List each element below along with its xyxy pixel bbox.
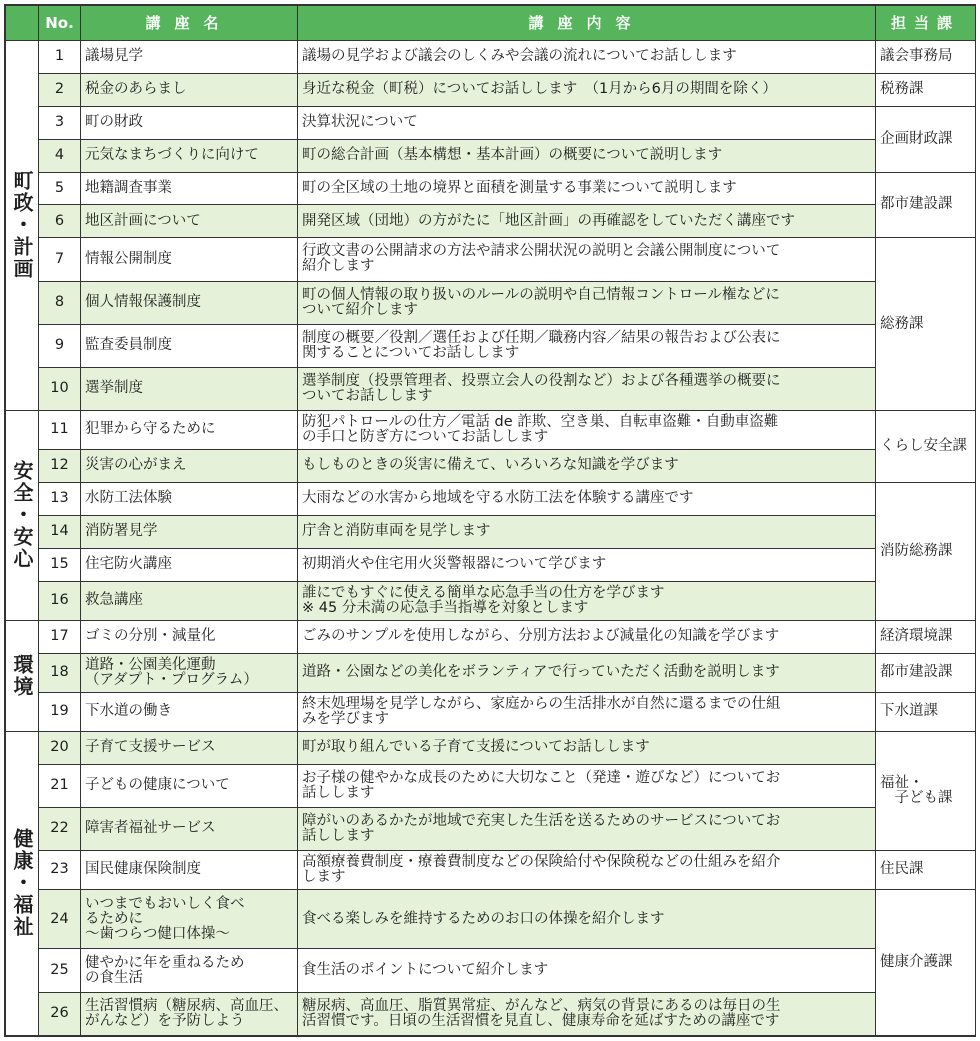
table-row <box>6 807 976 850</box>
department-header: 担当課 <box>876 6 976 41</box>
table-row <box>6 172 976 205</box>
lecture-name: 町の財政 <box>81 106 298 139</box>
department-name: 都市建設課 <box>876 653 976 692</box>
lecture-name: 住宅防火講座 <box>81 548 298 581</box>
lecture-number: 7 <box>39 238 81 281</box>
lecture-content: 選挙制度（投票管理者、投票立会人の役割など）および各種選挙の概要に ついてお話しします <box>298 367 876 410</box>
table-header-row <box>6 6 976 41</box>
table-row <box>6 139 976 172</box>
table-row <box>6 949 976 992</box>
department-name: 経済環境課 <box>876 620 976 653</box>
table-row <box>6 281 976 324</box>
lecture-number: 1 <box>39 41 81 74</box>
category-label: 環境 <box>6 620 39 731</box>
category-label: 町政・計画 <box>6 41 39 411</box>
lecture-name-header: 講座名 <box>81 6 298 41</box>
lecture-name: 子育て支援サービス <box>81 731 298 764</box>
lecture-content: 高額療養費制度・療養費制度などの保険給付や保険税などの仕組みを紹介 します <box>298 850 876 889</box>
table-row <box>6 324 976 367</box>
department-name: 企画財政課 <box>876 106 976 172</box>
table-row <box>6 238 976 281</box>
lecture-number: 4 <box>39 139 81 172</box>
lecture-content: 誰にでもすぐに使える簡単な応急手当の仕方を学びます ※ 45 分未満の応急手当指導を対象とします <box>298 581 876 620</box>
table-row <box>6 73 976 106</box>
lecture-content: 食べる楽しみを維持するためのお口の体操を紹介します <box>298 889 876 949</box>
lecture-content: 道路・公園などの美化をボランティアで行っていただく活動を説明します <box>298 653 876 692</box>
table-row <box>6 731 976 764</box>
table-row <box>6 692 976 731</box>
lecture-content: 町の全区域の土地の境界と面積を測量する事業について説明します <box>298 172 876 205</box>
lecture-number: 24 <box>39 889 81 949</box>
lecture-name: ゴミの分別・減量化 <box>81 620 298 653</box>
table-row <box>6 620 976 653</box>
department-name: 総務課 <box>876 238 976 411</box>
lecture-content: 初期消火や住宅用火災警報器について学びます <box>298 548 876 581</box>
lecture-name: 議場見学 <box>81 41 298 74</box>
lecture-name: 健やかに年を重ねるため の食生活 <box>81 949 298 992</box>
lecture-name: 子どもの健康について <box>81 764 298 807</box>
lecture-name: 消防署見学 <box>81 515 298 548</box>
lecture-content: 行政文書の公開請求の方法や請求公開状況の説明と会議公開制度について 紹介します <box>298 238 876 281</box>
lecture-number: 15 <box>39 548 81 581</box>
lecture-name: 税金のあらまし <box>81 73 298 106</box>
lecture-content: ごみのサンプルを使用しながら、分別方法および減量化の知識を学びます <box>298 620 876 653</box>
department-name: 消防総務課 <box>876 482 976 620</box>
lecture-content: 議場の見学および議会のしくみや会議の流れについてお話しします <box>298 41 876 74</box>
lecture-content: 大雨などの水害から地域を守る水防工法を体験する講座です <box>298 482 876 515</box>
table-row <box>6 653 976 692</box>
table-row <box>6 850 976 889</box>
table-row <box>6 205 976 238</box>
category-label: 安全・安心 <box>6 410 39 620</box>
lecture-content: 町の個人情報の取り扱いのルールの説明や自己情報コントロール権などに ついて紹介します <box>298 281 876 324</box>
lecture-content: 身近な税金（町税）についてお話しします （1月から6月の期間を除く） <box>298 73 876 106</box>
lecture-number: 14 <box>39 515 81 548</box>
lecture-content-header: 講座内容 <box>298 6 876 41</box>
lecture-number: 8 <box>39 281 81 324</box>
department-name: 下水道課 <box>876 692 976 731</box>
lecture-name: 元気なまちづくりに向けて <box>81 139 298 172</box>
lecture-content: 糖尿病、高血圧、脂質異常症、がんなど、病気の背景にあるのは毎日の生 活習慣です。日頃の生活習慣を見直し、健康寿命を延ばすための講座です <box>298 992 876 1035</box>
lecture-number: 12 <box>39 450 81 483</box>
table-body <box>6 41 976 1036</box>
lecture-content: 開発区域（団地）の方がたに「地区計画」の再確認をしていただく講座です <box>298 205 876 238</box>
lecture-name: 下水道の働き <box>81 692 298 731</box>
lecture-number: 13 <box>39 482 81 515</box>
table-row <box>6 106 976 139</box>
lecture-name: 災害の心がまえ <box>81 450 298 483</box>
lecture-name: 水防工法体験 <box>81 482 298 515</box>
lecture-number: 22 <box>39 807 81 850</box>
lecture-name: 選挙制度 <box>81 367 298 410</box>
lecture-name: 救急講座 <box>81 581 298 620</box>
table-row <box>6 515 976 548</box>
lecture-content: 決算状況について <box>298 106 876 139</box>
lecture-number: 10 <box>39 367 81 410</box>
lecture-content: もしものときの災害に備えて、いろいろな知識を学びます <box>298 450 876 483</box>
lecture-number: 23 <box>39 850 81 889</box>
lecture-name: 道路・公園美化運動 （アダプト・プログラム） <box>81 653 298 692</box>
lecture-number: 2 <box>39 73 81 106</box>
lecture-number: 19 <box>39 692 81 731</box>
lecture-number: 16 <box>39 581 81 620</box>
table-row <box>6 41 976 74</box>
department-name: くらし安全課 <box>876 410 976 482</box>
lecture-number: 11 <box>39 410 81 449</box>
table-row <box>6 450 976 483</box>
department-name: 議会事務局 <box>876 41 976 74</box>
lecture-number: 17 <box>39 620 81 653</box>
lecture-name: いつまでもおいしく食べ るために ～歯つらつ健口体操～ <box>81 889 298 949</box>
lecture-name: 国民健康保険制度 <box>81 850 298 889</box>
lecture-number: 20 <box>39 731 81 764</box>
department-name: 税務課 <box>876 73 976 106</box>
lecture-number: 18 <box>39 653 81 692</box>
lecture-content: お子様の健やかな成長のために大切なこと（発達・遊びなど）についてお 話しします <box>298 764 876 807</box>
lecture-number: 26 <box>39 992 81 1035</box>
department-name: 都市建設課 <box>876 172 976 238</box>
table-row <box>6 367 976 410</box>
table-row <box>6 992 976 1035</box>
department-name: 住民課 <box>876 850 976 889</box>
number-header: No. <box>39 6 81 41</box>
lecture-number: 3 <box>39 106 81 139</box>
table-row <box>6 581 976 620</box>
lecture-name: 生活習慣病（糖尿病、高血圧、 がんなど）を予防しよう <box>81 992 298 1035</box>
table-row <box>6 548 976 581</box>
lecture-name: 障害者福祉サービス <box>81 807 298 850</box>
lecture-name: 監査委員制度 <box>81 324 298 367</box>
table-row <box>6 889 976 949</box>
lecture-content: 障がいのあるかたが地域で充実した生活を送るためのサービスについてお 話しします <box>298 807 876 850</box>
table-row <box>6 482 976 515</box>
lecture-content: 食生活のポイントについて紹介します <box>298 949 876 992</box>
lecture-name: 地籍調査事業 <box>81 172 298 205</box>
table-row <box>6 410 976 449</box>
department-name: 健康介護課 <box>876 889 976 1035</box>
lecture-content: 終末処理場を見学しながら、家庭からの生活排水が自然に還るまでの仕組 みを学びます <box>298 692 876 731</box>
lecture-name: 個人情報保護制度 <box>81 281 298 324</box>
lecture-table <box>5 5 976 1036</box>
lecture-content: 町の総合計画（基本構想・基本計画）の概要について説明します <box>298 139 876 172</box>
table-row <box>6 764 976 807</box>
lecture-list-sheet <box>4 4 976 1037</box>
lecture-content: 制度の概要／役割／選任および任期／職務内容／結果の報告および公表に 関することについてお話しします <box>298 324 876 367</box>
lecture-number: 6 <box>39 205 81 238</box>
lecture-name: 地区計画について <box>81 205 298 238</box>
lecture-name: 情報公開制度 <box>81 238 298 281</box>
lecture-number: 21 <box>39 764 81 807</box>
lecture-number: 5 <box>39 172 81 205</box>
category-header <box>6 6 39 41</box>
lecture-content: 町が取り組んでいる子育て支援についてお話しします <box>298 731 876 764</box>
category-label: 健康・福祉 <box>6 731 39 1035</box>
lecture-content: 防犯パトロールの仕方／電話 de 詐欺、空き巣、自転車盗難・自動車盗難 の手口と防ぎ方についてお話しします <box>298 410 876 449</box>
lecture-number: 25 <box>39 949 81 992</box>
department-name: 福祉・ 子ども課 <box>876 731 976 850</box>
lecture-number: 9 <box>39 324 81 367</box>
lecture-content: 庁舎と消防車両を見学します <box>298 515 876 548</box>
lecture-name: 犯罪から守るために <box>81 410 298 449</box>
